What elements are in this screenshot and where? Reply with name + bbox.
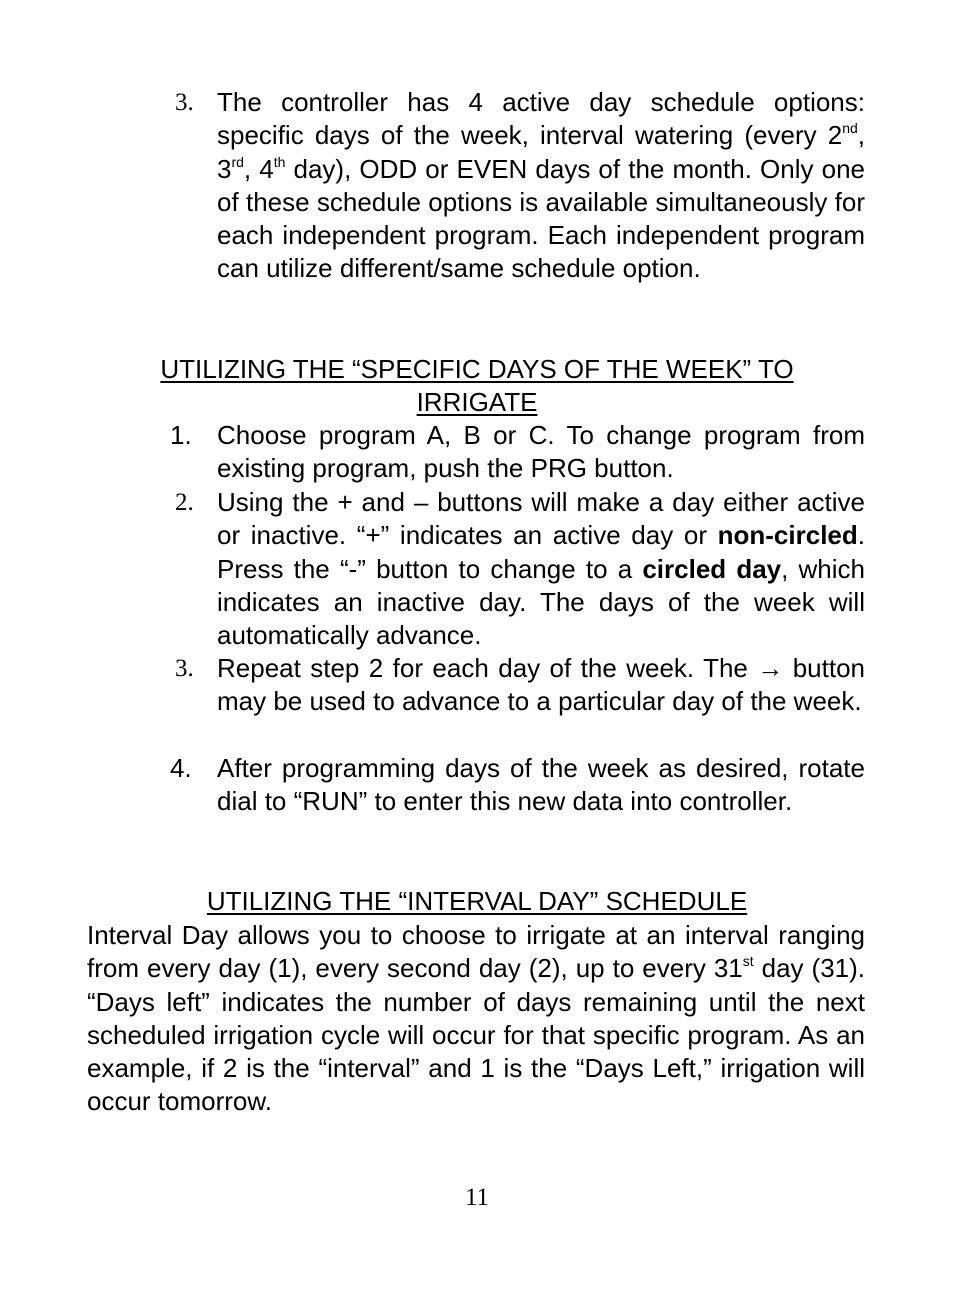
list-number: 2. [175,489,194,516]
text-run: , 3 [217,120,865,184]
heading-line: IRRIGATE [416,387,538,418]
text-run: Using the + and – buttons will make a day either active or inactive. “+” indicates an active day or [217,487,865,551]
superscript: rd [231,153,244,170]
superscript: st [742,953,754,970]
page-number: 11 [464,1184,490,1211]
bold-term: circled day [642,553,782,584]
superscript: nd [842,120,858,137]
list-item-text [217,86,865,286]
list-number: 4. [170,753,192,783]
section-heading-specific-days [87,353,867,420]
text-run: , which indicates an inactive day. The days of the week will automatically advance. [217,553,866,651]
list-item-text: Choose program A, B or C. To change program from existing program, push the PRG button. [217,420,865,484]
text-run: Interval Day allows you to choose to irrigate at an interval ranging from every day (1), every second day (2), up to every 31 [87,920,865,984]
list-number: 3. [175,655,194,682]
text-run: day), ODD or EVEN days of the month. Only one of these schedule options is available simultaneously for each independent program. Each independent program can utilize different/same schedule option. [217,153,865,284]
section-heading-interval-day: UTILIZING THE “INTERVAL DAY” SCHEDULE [206,886,748,916]
bold-term: non-circled [717,520,858,551]
list-number: 1. [170,420,192,450]
superscript: th [273,153,286,170]
heading-line: UTILIZING THE “SPECIFIC DAYS OF THE WEEK” TO [160,354,794,384]
text-run: The controller has 4 active day schedule options: specific days of the week, interval watering (every 2 [217,87,865,151]
interval-day-paragraph [87,919,865,1119]
list-item-text [217,486,865,652]
text-run: , 4 [243,153,274,184]
list-number: 3. [175,89,194,116]
text-run: . Press the “-” button to change to a [217,520,865,584]
list-item-text: Repeat step 2 for each day of the week. The → button may be used to advance to a particular day of the week. [217,653,865,717]
text-run: day (31). “Days left” indicates the number of days remaining until the next scheduled irrigation cycle will occur for that specific program. As an example, if 2 is the “interval” and 1 is the “Days Left,” irrigation will occur tomorrow. [87,953,866,1117]
list-item-text: After programming days of the week as desired, rotate dial to “RUN” to enter this new data into controller. [217,753,865,817]
